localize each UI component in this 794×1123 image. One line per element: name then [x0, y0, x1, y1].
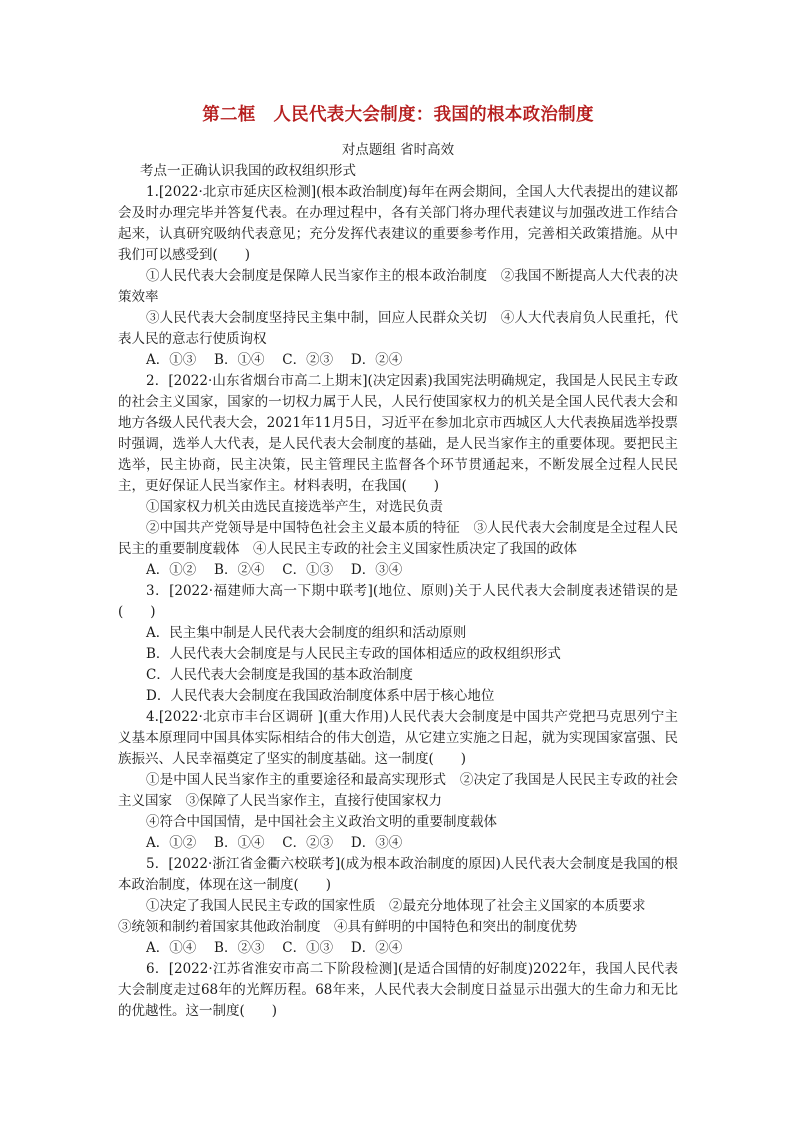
question-3	[118, 581, 678, 707]
question-stem: 2．[2022·山东省烟台市高二上期末](决定因素)我国宪法明确规定，我国是人民民主专政的社会主义国家，国家的一切权力属于人民，人民行使国家权力的机关是全国人民代表大会和地方各级人民代表大会，2021年11月5日，习近平在参加北京市西城区人大代表换届选举投票时强调，选举人大代表，是人民代表大会制度的基础，是人民当家作主的重要体现。要把民主选举，民主协商，民主决策，民主管理民主监督各个环节贯通起来，不断发展全过程人民民主，更好保证人民当家作主。材料表明，在我国( )	[118, 373, 678, 494]
question-stem: 3．[2022·福建师大高一下期中联考](地位、原则)关于人民代表大会制度表述错误的是( )	[118, 583, 678, 620]
page-title: 第二框 人民代表大会制度：我国的根本政治制度	[202, 105, 594, 125]
choice-c: C．人民代表大会制度是我国的基本政治制度	[146, 667, 413, 683]
choice-a: A．民主集中制是人民代表大会制度的组织和活动原则	[146, 625, 467, 641]
question-option: ①国家权力机关由选民直接选举产生，对选民负责	[146, 499, 443, 515]
choice-b: B．人民代表大会制度是与人民民主专政的国体相适应的政权组织形式	[146, 646, 561, 662]
question-option: ①人民代表大会制度是保障人民当家作主的根本政治制度 ②我国不断提高人大代表的决策效率	[118, 268, 678, 305]
question-stem: 5．[2022·浙江省金衢六校联考](成为根本政治制度的原因)人民代表大会制度是我国的根本政治制度，体现在这一制度( )	[118, 856, 678, 893]
question-option: ②中国共产党领导是中国特色社会主义最本质的特征 ③人民代表大会制度是全过程人民民主的重要制度载体 ④人民民主专政的社会主义国家性质决定了我国的政体	[118, 520, 678, 557]
answer-choices: A．①④ B．②③ C．①③ D．②④	[146, 940, 403, 956]
document-content	[118, 104, 678, 1022]
question-option: ④符合中国国情，是中国社会主义政治文明的重要制度载体	[146, 814, 497, 830]
question-option: ①是中国人民当家作主的重要途径和最高实现形式 ②决定了我国是人民民主专政的社会主义国家 ③保障了人民当家作主，直接行使国家权力	[118, 772, 678, 809]
answer-choices: A．①② B．②④ C．①③ D．③④	[146, 562, 403, 578]
answer-choices: A．①② B．①④ C．②③ D．③④	[146, 835, 403, 851]
question-2	[118, 371, 678, 581]
question-stem: 4.[2022·北京市丰台区调研 ](重大作用)人民代表大会制度是中国共产党把马克思列宁主义基本原理同中国具体实际相结合的伟大创造，从它建立实施之日起，就为实现国家富强、民族振兴、人民幸福奠定了坚实的制度基础。这一制度( )	[118, 709, 678, 767]
topic-heading: 考点一正确认识我国的政权组织形式	[140, 163, 356, 179]
question-5	[118, 854, 678, 959]
question-stem: 6．[2022·江苏省淮安市高二下阶段检测](是适合国情的好制度)2022年，我国人民代表大会制度走过68年的光辉历程。68年来，人民代表大会制度日益显示出强大的生命力和无比的优越性。这一制度( )	[118, 961, 678, 1019]
question-6	[118, 959, 678, 1022]
question-option: ③统领和制约着国家其他政治制度 ④具有鲜明的中国特色和突出的制度优势	[118, 919, 577, 935]
question-1	[118, 182, 678, 371]
question-option: ③人民代表大会制度坚持民主集中制，回应人民群众关切 ④人大代表肩负人民重托，代表人民的意志行使质询权	[118, 310, 678, 347]
page-subtitle: 对点题组 省时高效	[341, 142, 455, 158]
answer-choices: A．①③ B．①④ C．②③ D．②④	[146, 352, 403, 368]
choice-d: D．人民代表大会制度在我国政治制度体系中居于核心地位	[146, 688, 495, 704]
question-stem: 1.[2022·北京市延庆区检测](根本政治制度)每年在两会期间，全国人大代表提出的建议都会及时办理完毕并答复代表。在办理过程中，各有关部门将办理代表建议与加强改进工作结合起来，认真研究吸纳代表意见；充分发挥代表建议的重要参考作用，完善相关政策措施。从中我们可以感受到( )	[118, 184, 678, 263]
question-option: ①决定了我国人民民主专政的国家性质 ②最充分地体现了社会主义国家的本质要求	[146, 898, 646, 914]
question-4	[118, 707, 678, 854]
